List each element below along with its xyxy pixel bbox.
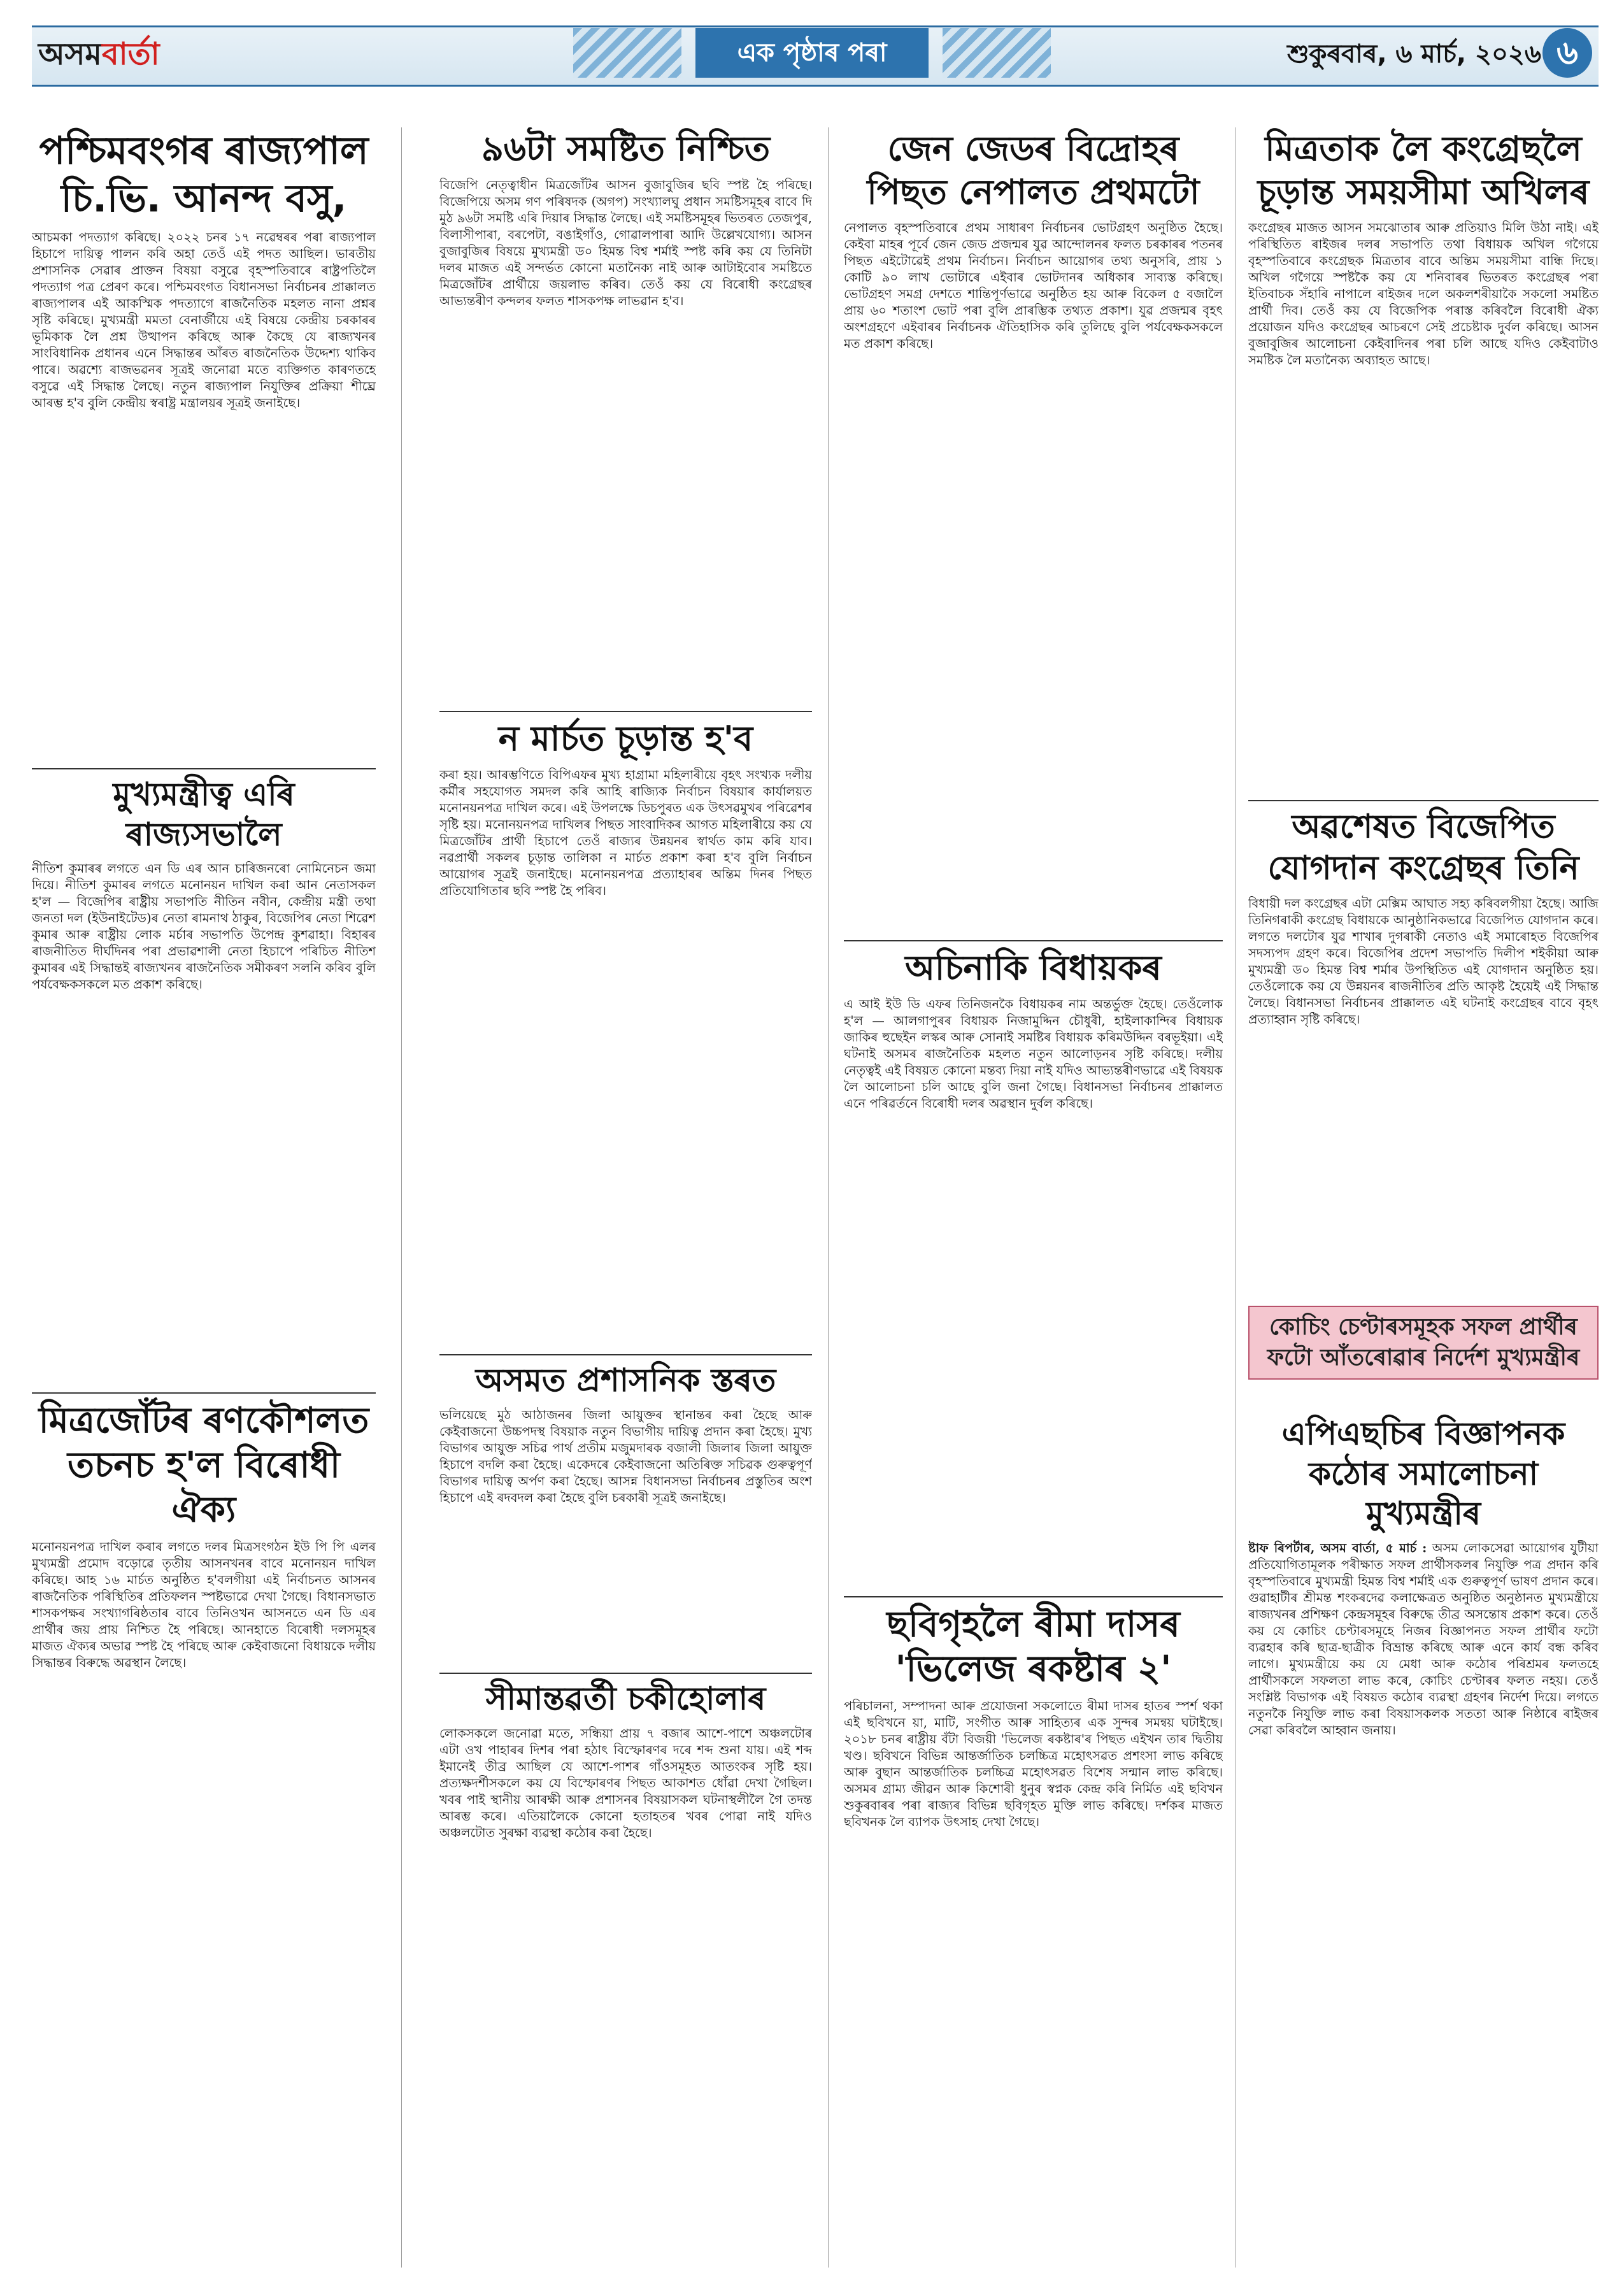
story-body: বিধায়ী দল কংগ্ৰেছৰ এটা মেক্সিম আঘাত সহ্য কৰিবলগীয়া হৈছে। আজি তিনিগৰাকী কংগ্ৰেছ বিধায়কে আনুষ্ঠানিকভাৱে বিজেপিত যোগদান কৰে। লগতে দলটোৰ যুৱ শাখাৰ দুগৰাকী নেতাও এই সমাৰোহত বিজেপিৰ সদস্যপদ গ্ৰহণ কৰে। বিজেপিৰ প্ৰদেশ সভাপতি দিলীপ শইকীয়া আৰু মুখ্যমন্ত্ৰী ড০ হিমন্ত বিশ্ব শৰ্মাৰ উপস্থিতিত এই যোগদান অনুষ্ঠিত হয়। তেওঁলোকে কয় যে উন্নয়নৰ ৰাজনীতিৰ প্ৰতি আকৃষ্ট হৈয়েই এই সিদ্ধান্ত লৈছে। বিধানসভা নিৰ্বাচনৰ প্ৰাক্কালত এই ঘটনাই কংগ্ৰেছৰ বাবে বৃহৎ প্ৰত্যাহ্বান সৃষ্টি কৰিছে। <box>1248 896 1599 1027</box>
story-separator <box>1248 800 1599 801</box>
story-ochinaki-mla <box>844 936 1223 1586</box>
story-wb-governor <box>32 127 376 752</box>
highlight-box[interactable]: কোচিং চেণ্টাৰসমূহক সফল প্ৰাৰ্থীৰ ফটো আঁতৰোৱাৰ নিৰ্দেশ মুখ্যমন্ত্ৰীৰ <box>1248 1306 1599 1380</box>
story-nepal-genz <box>844 127 1223 930</box>
section-tag: এক পৃষ্ঠাৰ পৰা <box>695 28 929 78</box>
headline[interactable]: সীমান্তৱৰ্তী চকীহোলাৰ <box>485 1680 766 1717</box>
story-body <box>1248 1540 1599 1739</box>
story-body: আচমকা পদত্যাগ কৰিছে। ২০২২ চনৰ ১৭ নৱেম্বৰৰ পৰা ৰাজ্যপাল হিচাপে দায়িত্ব পালন কৰি অহা তেওঁ এই পদত আছিল। ভাৰতীয় প্ৰশাসনিক সেৱাৰ প্ৰাক্তন বিষয়া বসুৱে বৃহস্পতিবাৰে ৰাষ্ট্ৰপতিলৈ পদত্যাগ পত্ৰ প্ৰেৰণ কৰে। পশ্চিমবংগত বিধানসভা নিৰ্বাচনৰ প্ৰাক্কালত ৰাজ্যপালৰ এই আকস্মিক পদত্যাগে ৰাজনৈতিক মহলত নানা প্ৰশ্নৰ সৃষ্টি কৰিছে। মুখ্যমন্ত্ৰী মমতা বেনাৰ্জীয়ে এই বিষয়ে কেন্দ্ৰীয় চৰকাৰৰ ভূমিকাক লৈ প্ৰশ্ন উত্থাপন কৰিছে আৰু কৈছে যে ৰাজ্যখনৰ সাংবিধানিক প্ৰধানৰ এনে সিদ্ধান্তৰ আঁৰত ৰাজনৈতিক উদ্দেশ্য থাকিব পাৰে। অৱশ্যে ৰাজভৱনৰ সূত্ৰই জনোৱা মতে ব্যক্তিগত কাৰণতহে বসুৱে এই সিদ্ধান্ত লৈছে। নতুন ৰাজ্যপাল নিযুক্তিৰ প্ৰক্ৰিয়া শীঘ্ৰে আৰম্ভ হ'ব বুলি কেন্দ্ৰীয় স্বৰাষ্ট্ৰ মন্ত্ৰালয়ৰ সূত্ৰই জনাইছে। <box>32 230 376 410</box>
story-body: নেপালত বৃহস্পতিবাৰে প্ৰথম সাধাৰণ নিৰ্বাচনৰ ভোটগ্ৰহণ অনুষ্ঠিত হৈছে। কেইবা মাহৰ পূৰ্বে জেন জেড প্ৰজন্মৰ যুৱ আন্দোলনৰ ফলত চৰকাৰৰ পতনৰ পিছত এইটোৱেই প্ৰথম নিৰ্বাচন। নিৰ্বাচন আয়োগৰ তথ্য অনুসৰি, প্ৰায় ১ কোটি ৯০ লাখ ভোটাৰে এইবাৰ ভোটদানৰ অধিকাৰ সাব্যস্ত কৰিছে। ভোটগ্ৰহণ সমগ্ৰ দেশতে শান্তিপূৰ্ণভাৱে অনুষ্ঠিত হয় আৰু বিকেল ৫ বজালৈ প্ৰায় ৬০ শতাংশ ভোট পৰা বুলি প্ৰাৰম্ভিক তথ্যত প্ৰকাশ। যুৱ প্ৰজন্মৰ বৃহৎ অংশগ্ৰহণে এইবাৰৰ নিৰ্বাচনক ঐতিহাসিক কৰি তুলিছে বুলি পৰ্যবেক্ষকসকলে মত প্ৰকাশ কৰিছে। <box>844 220 1223 351</box>
story-apsc-ads <box>1248 1414 1599 2268</box>
story-body: লোকসকলে জনোৱা মতে, সন্ধিয়া প্ৰায় ৭ বজাৰ আশে-পাশে অঞ্চলটোৰ এটা ওখ পাহাৰৰ দিশৰ পৰা হঠাৎ বিস্ফোৰণৰ দৰে শব্দ শুনা যায়। এই শব্দ ইমানেই তীব্ৰ আছিল যে আশে-পাশৰ গাঁওসমূহত আতংকৰ সৃষ্টি হয়। প্ৰত্যক্ষদৰ্শীসকলে কয় যে বিস্ফোৰণৰ পিছত আকাশত ধোঁৱা দেখা গৈছিল। খবৰ পাই স্থানীয় আৰক্ষী আৰু প্ৰশাসনৰ বিষয়াসকল ঘটনাস্থলীলৈ গৈ তদন্ত আৰম্ভ কৰে। এতিয়ালৈকে কোনো হতাহতৰ খবৰ পোৱা নাই যদিও অঞ্চলটোত সুৰক্ষা ব্যৱস্থা কঠোৰ কৰা হৈছে। <box>439 1725 812 1840</box>
story-body: নীতিশ কুমাৰৰ লগতে এন ডি এৰ আন চাৰিজনৰো নোমিনেচন জমা দিয়ে। নীতিশ কুমাৰৰ লগতে মনোনয়ন দাখিল কৰা আন নেতাসকল হ'ল — বিজেপিৰ ৰাষ্ট্ৰীয় সভাপতি নীতিন নবীন, কেন্দ্ৰীয় মন্ত্ৰী তথা জনতা দল (ইউনাইটেড)ৰ নেতা ৰামনাথ ঠাকুৰ, বিজেপিৰ নেতা শিৱেশ কুমাৰ আৰু ৰাষ্ট্ৰীয় লোক মৰ্চাৰ সভাপতি উপেন্দ্ৰ কুশৱাহা। বিহাৰৰ ৰাজনীতিত দীৰ্ঘদিনৰ পৰা প্ৰভাৱশালী নেতা হিচাপে পৰিচিত নীতিশ কুমাৰৰ এই সিদ্ধান্তই ৰাজ্যখনৰ ৰাজনৈতিক সমীকৰণ সলনি কৰিব বুলি পৰ্যবেক্ষকসকলে মত প্ৰকাশ কৰিছে। <box>32 861 376 992</box>
story-march-final <box>439 707 812 1344</box>
headline[interactable]: মিত্ৰতাক লৈ কংগ্ৰেছলৈ চূড়ান্ত সময়সীমা অখিলৰ <box>1257 129 1590 212</box>
logo-accent: বাৰ্তা <box>101 36 160 72</box>
story-body: কৰা হয়। আৰম্ভণিতে বিপিএফৰ মুখ্য হাগ্ৰামা মহিলাৰীয়ে বৃহৎ সংখ্যক দলীয় কৰ্মীৰ সহযোগত সমদল কৰি আহি ৰাজ্যিক নিৰ্বাচন বিষয়াৰ কাৰ্যালয়ত মনোনয়নপত্ৰ দাখিল কৰে। এই উপলক্ষে ডিচপুৰত এক উৎসৱমুখৰ পৰিৱেশৰ সৃষ্টি হয়। মনোনয়নপত্ৰ দাখিলৰ পিছত সাংবাদিকৰ আগত মহিলাৰীয়ে কয় যে মিত্ৰজোঁটৰ প্ৰাৰ্থী হিচাপে তেওঁ ৰাজ্যৰ উন্নয়নৰ স্বাৰ্থত কাম কৰি যাব। নৱপ্ৰাৰ্থী সকলৰ চূড়ান্ত তালিকা ন মাৰ্চত প্ৰকাশ কৰা হ'ব বুলি নিৰ্বাচন আয়োগৰ সূত্ৰই জনাইছে। মনোনয়নপত্ৰ প্ৰত্যাহাৰৰ অন্তিম দিনৰ পিছত প্ৰতিযোগিতাৰ ছবি স্পষ্ট হৈ পৰিব। <box>439 767 812 898</box>
story-border-chakiholar <box>439 1669 812 2268</box>
headline[interactable]: ৯৬টা সমষ্টিত নিশ্চিত <box>481 129 771 169</box>
story-bima-das <box>844 1592 1223 2268</box>
headline[interactable]: অসমত প্ৰশাসনিক স্তৰত <box>475 1362 776 1399</box>
story-cm-rajyasabha <box>32 764 376 1376</box>
headline[interactable]: ছবিগৃহলৈ ৰীমা দাসৰ 'ভিলেজ ৰকষ্টাৰ ২' <box>887 1604 1180 1690</box>
column-divider <box>401 127 402 2268</box>
column-divider <box>828 127 829 2268</box>
story-separator <box>32 768 376 769</box>
story-body: কংগ্ৰেছৰ মাজত আসন সমঝোতাৰ আৰু প্ৰতিয়াও মিলি উঠা নাই। এই পৰিস্থিতিত ৰাইজৰ দলৰ সভাপতি তথা বিধায়ক অখিল গগৈয়ে বৃহস্পতিবাৰে কংগ্ৰেছক মিত্ৰতাৰ বাবে অন্তিম সময়সীমা বান্ধি দিছে। অখিল গগৈয়ে স্পষ্টকৈ কয় যে শনিবাৰৰ ভিতৰত কংগ্ৰেছৰ পৰা ইতিবাচক সঁহাৰি নাপালে ৰাইজৰ দলে অকলশৰীয়াকৈ সকলো সমষ্টিত প্ৰাৰ্থী দিব। তেওঁ কয় যে বিজেপিক পৰাস্ত কৰিবলৈ বিৰোধী ঐক্য প্ৰয়োজন যদিও কংগ্ৰেছৰ আচৰণে সেই প্ৰচেষ্টাক দুৰ্বল কৰিছে। আসন বুজাবুজিৰ আলোচনা কেইবাদিনৰ পৰা চলি আছে যদিও কেইবাটাও সমষ্টিক লৈ মতানৈক্য অব্যাহত আছে। <box>1248 220 1599 368</box>
headline[interactable]: ন মাৰ্চত চূড়ান্ত হ'ব <box>498 718 753 759</box>
headline[interactable]: অৱশেষত বিজেপিত যোগদান কংগ্ৰেছৰ তিনি <box>1267 808 1579 887</box>
decorative-stripes-right <box>943 28 1051 78</box>
story-body: পৰিচালনা, সম্পাদনা আৰু প্ৰযোজনা সকলোতে ৰীমা দাসৰ হাতৰ স্পৰ্শ থকা এই ছবিখনে য়া, মাটি, সংগীত আৰু সাহিত্যৰ এক সুন্দৰ সমন্বয় ঘটাইছে। ২০১৮ চনৰ ৰাষ্ট্ৰীয় বঁটা বিজয়ী 'ভিলেজ ৰকষ্টাৰ'ৰ পিছত এইখন তাৰ দ্বিতীয় খণ্ড। ছবিখনে বিভিন্ন আন্তৰ্জাতিক চলচ্চিত্ৰ মহোৎসৱত প্ৰশংসা লাভ কৰিছে আৰু বুছান আন্তৰ্জাতিক চলচ্চিত্ৰ মহোৎসৱত বিশেষ সন্মান লাভ কৰিছে। অসমৰ গ্ৰাম্য জীৱন আৰু কিশোৰী ধুনুৰ স্বপ্নক কেন্দ্ৰ কৰি নিৰ্মিত এই ছবিখন শুকুৰবাৰৰ পৰা ৰাজ্যৰ বিভিন্ন ছবিগৃহত মুক্তি লাভ কৰিছে। দৰ্শকৰ মাজত ছবিখনক লৈ ব্যাপক উৎসাহ দেখা গৈছে। <box>844 1699 1223 1829</box>
story-body-text: অসম লোকসেৱা আয়োগৰ যুটীয়া প্ৰতিযোগিতামূলক পৰীক্ষাত সফল প্ৰাৰ্থীসকলৰ নিযুক্তি পত্ৰ প্ৰদান কৰি বৃহস্পতিবাৰে মুখ্যমন্ত্ৰী হিমন্ত বিশ্ব শৰ্মাই এক গুৰুত্বপূৰ্ণ ভাষণ প্ৰদান কৰে। গুৱাহাটীৰ শ্ৰীমন্ত শংকৰদেৱ কলাক্ষেত্ৰত অনুষ্ঠিত অনুষ্ঠানত মুখ্যমন্ত্ৰীয়ে ৰাজ্যখনৰ প্ৰশিক্ষণ কেন্দ্ৰসমূহৰ বিৰুদ্ধে তীব্ৰ অসন্তোষ প্ৰকাশ কৰে। তেওঁ কয় যে কোচিং চেণ্টাৰসমূহে নিজৰ বিজ্ঞাপনত সফল প্ৰাৰ্থীৰ ফটো ব্যৱহাৰ কৰি ছাত্ৰ-ছাত্ৰীক বিভ্ৰান্ত কৰিছে আৰু এনে কাৰ্য বন্ধ কৰিব লাগে। মুখ্যমন্ত্ৰীয়ে কয় যে মেধা আৰু কঠোৰ পৰিশ্ৰমৰ ফলতহে প্ৰাৰ্থীসকলে সফলতা লাভ কৰে, কোচিং চেণ্টাৰৰ ফলত নহয়। তেওঁ সংশ্লিষ্ট বিভাগক এই বিষয়ত কঠোৰ ব্যৱস্থা গ্ৰহণৰ নিৰ্দেশ দিয়ে। লগতে নতুনকৈ নিযুক্তি লাভ কৰা বিষয়াসকলক সততা আৰু নিষ্ঠাৰে ৰাইজৰ সেৱা কৰিবলৈ আহ্বান জনায়। <box>1248 1540 1599 1738</box>
decorative-stripes-left <box>573 28 681 78</box>
story-96-constituencies <box>439 127 812 701</box>
story-alliance <box>32 1389 376 2268</box>
column-2 <box>439 127 812 2268</box>
story-separator <box>844 940 1223 941</box>
newspaper-logo[interactable] <box>38 31 160 78</box>
story-coaching-highlight <box>1248 1306 1599 1401</box>
headline[interactable]: অচিনাকি বিধায়কৰ <box>905 948 1162 988</box>
story-dateline: ষ্টাফ ৰিপৰ্টাৰ, অসম বাৰ্তা, ৫ মাৰ্চ : <box>1248 1540 1427 1555</box>
headline[interactable]: পশ্চিমবংগৰ ৰাজ্যপাল চি.ভি. আনন্দ বসু, <box>39 129 369 221</box>
headline[interactable]: মিত্ৰজোঁটৰ ৰণকৌশলত তচনচ হ'ল বিৰোধী ঐক্য <box>38 1400 369 1531</box>
headline[interactable]: এপিএছচিৰ বিজ্ঞাপনক কঠোৰ সমালোচনা মুখ্যমন্ত্ৰীৰ <box>1281 1415 1565 1532</box>
headline[interactable]: জেন জেডৰ বিদ্ৰোহৰ পিছত নেপালত প্ৰথমটো <box>867 129 1200 212</box>
story-separator <box>844 1596 1223 1597</box>
story-separator <box>439 711 812 712</box>
story-separator <box>439 1673 812 1674</box>
story-separator <box>32 1392 376 1394</box>
story-congress-deadline <box>1248 127 1599 790</box>
logo-main: অসম <box>38 36 102 72</box>
story-separator <box>439 1354 812 1355</box>
issue-date: শুকুৰবাৰ, ৬ মাৰ্চ, ২০২৬ <box>1287 39 1541 69</box>
column-4 <box>1248 127 1599 2268</box>
masthead <box>0 0 1624 108</box>
story-body: এ আই ইউ ডি এফৰ তিনিজনকৈ বিধায়কৰ নাম অন্তৰ্ভুক্ত হৈছে। তেওঁলোক হ'ল — আলগাপুৰৰ বিধায়ক নিজামুদ্দিন চৌধুৰী, হাইলাকান্দিৰ বিধায়ক জাকিৰ হুছেইন লস্কৰ আৰু সোনাই সমষ্টিৰ বিধায়ক কৰিমউদ্দিন বৰভূইয়া। এই ঘটনাই অসমৰ ৰাজনৈতিক মহলত নতুন আলোড়নৰ সৃষ্টি কৰিছে। দলীয় নেতৃত্বই এই বিষয়ত কোনো মন্তব্য দিয়া নাই যদিও আভ্যন্তৰীণভাৱে এই বিষয়ক লৈ আলোচনা চলি আছে বুলি জনা গৈছে। বিধানসভা নিৰ্বাচনৰ প্ৰাক্কালত এনে পৰিৱৰ্তনে বিৰোধী দলৰ অৱস্থান দুৰ্বল কৰিছে। <box>844 996 1223 1111</box>
headline[interactable]: মুখ্যমন্ত্ৰীত্ব এৰি ৰাজ্যসভালৈ <box>113 776 295 853</box>
column-3 <box>844 127 1223 2268</box>
story-admin-reshuffle <box>439 1350 812 1656</box>
column-1 <box>32 127 376 2268</box>
story-body: মনোনয়নপত্ৰ দাখিল কৰাৰ লগতে দলৰ মিত্ৰসংগঠন ইউ পি পি এলৰ মুখ্যমন্ত্ৰী প্ৰমোদ বড়োৱে তৃতীয় আসনখনৰ বাবে মনোনয়ন দাখিল কৰিছে। আহ ১৬ মাৰ্চত অনুষ্ঠিত হ'বলগীয়া এই নিৰ্বাচনত আসনৰ ৰাজনৈতিক পৰিস্থিতিৰ প্ৰতিফলন স্পষ্টভাৱে দেখা গৈছে। বিধানসভাত শাসকপক্ষৰ সংখ্যাগৰিষ্ঠতাৰ বাবে তিনিওখন আসনতে এন ডি এৰ প্ৰাৰ্থীৰ জয় প্ৰায় নিশ্চিত হৈ পৰিছে। আনহাতে বিৰোধী দলসমূহৰ মাজত ঐক্যৰ অভাৱ স্পষ্ট হৈ পৰিছে আৰু কেইবাজনো বিধায়কে দলীয় সিদ্ধান্তৰ বিৰুদ্ধে অৱস্থান লৈছে। <box>32 1539 376 1670</box>
page-number: ৬ <box>1542 28 1592 78</box>
story-bjp-join <box>1248 796 1599 1299</box>
story-body: বিজেপি নেতৃত্বাধীন মিত্ৰজোঁটৰ আসন বুজাবুজিৰ ছবি স্পষ্ট হৈ পৰিছে। বিজেপিয়ে অসম গণ পৰিষদক (অগপ) সংখ্যালঘু প্ৰধান সমষ্টিসমূহৰ বাবে দি মুঠ ৯৬টা সমষ্টি এৰি দিয়াৰ সিদ্ধান্ত লৈছে। এই সমষ্টিসমূহৰ ভিতৰত তেজপুৰ, বিলাসীপাৰা, বৰপেটা, বঙাইগাঁও, গোৱালপাৰা আদি উল্লেখযোগ্য। আসন বুজাবুজিৰ বিষয়ে মুখ্যমন্ত্ৰী ড০ হিমন্ত বিশ্ব শৰ্মাই স্পষ্ট কৰি কয় যে তিনিটা দলৰ মাজত এই সন্দৰ্ভত কোনো মতানৈক্য নাই আৰু আটাইবোৰ সমষ্টিতে মিত্ৰজোঁটৰ প্ৰাৰ্থীয়ে জয়লাভ কৰিব। তেওঁ কয় যে বিৰোধী কংগ্ৰেছৰ আভ্যন্তৰীণ কন্দলৰ ফলত শাসকপক্ষ লাভৱান হ'ব। <box>439 177 812 308</box>
story-body: ভলিয়েছে মুঠ আঠাজনৰ জিলা আয়ুক্তৰ স্থানান্তৰ কৰা হৈছে আৰু কেইবাজনো উচ্চপদস্থ বিষয়াক নতুন বিভাগীয় দায়িত্ব প্ৰদান কৰা হৈছে। মুখ্য বিভাগৰ আয়ুক্ত সচিৱ পাৰ্থ প্ৰতীম মজুমদাৰক বজালী জিলাৰ জিলা আয়ুক্ত হিচাপে বদলি কৰা হৈছে। একেদৰে কেইবাজনো অতিৰিক্ত সচিৱক গুৰুত্বপূৰ্ণ বিভাগৰ দায়িত্ব অৰ্পণ কৰা হৈছে। আসন্ন বিধানসভা নিৰ্বাচনৰ প্ৰস্তুতিৰ অংশ হিচাপে এই ৰদবদল কৰা হৈছে বুলি চৰকাৰী সূত্ৰই জনাইছে। <box>439 1407 812 1505</box>
